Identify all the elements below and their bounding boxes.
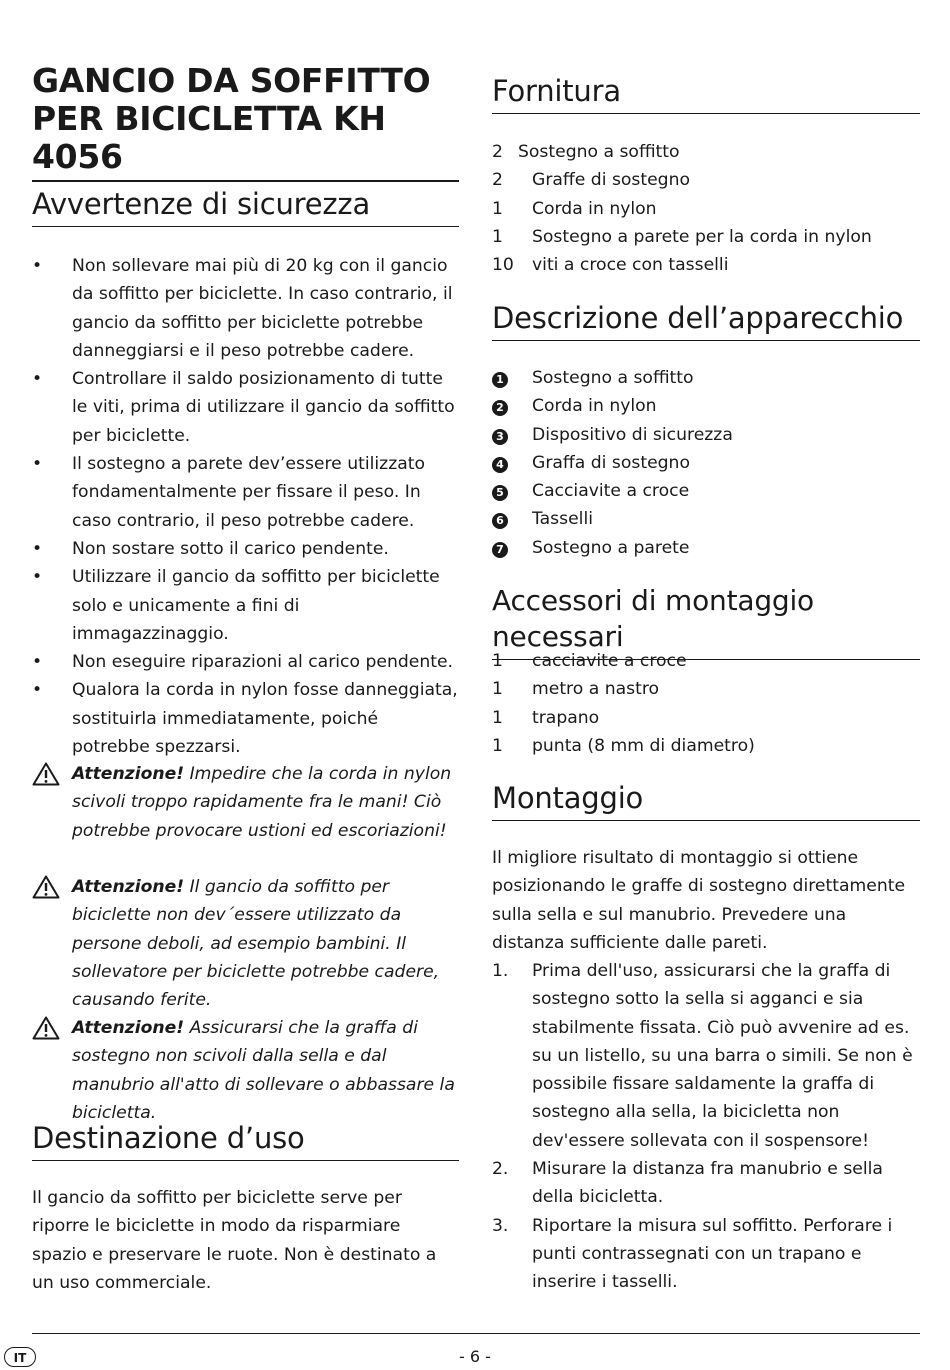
safety-list [32, 252, 459, 761]
warning-block [32, 873, 459, 1014]
safety-item-text: Non sollevare mai più di 20 kg con il gancio da soffitto per biciclette. In caso contrario, il gancio da soffitto per biciclette potrebbe danneggiarsi e il peso potrebbe cadere. [72, 256, 453, 361]
description-name: Sostegno a soffitto [532, 368, 694, 388]
number-badge-icon: 5 [492, 485, 508, 501]
description-name: Tasselli [532, 509, 593, 530]
description-item [492, 364, 920, 392]
description-heading: Descrizione dell’apparecchio [492, 300, 920, 341]
description-name: Corda in nylon [532, 396, 657, 417]
number-badge-icon: 4 [492, 457, 508, 473]
description-item [492, 421, 920, 449]
accessory-name: metro a nastro [532, 679, 660, 700]
supply-qty: 1 [492, 198, 503, 219]
safety-item: • Non sostare sotto il carico pendente. [32, 538, 389, 559]
description-name: Dispositivo di sicurezza [532, 424, 733, 445]
description-name: Graffa di sostegno [532, 452, 690, 473]
warning-label: Attenzione! [72, 1018, 185, 1038]
safety-item-text: Non eseguire riparazioni al carico pendente. [72, 652, 454, 673]
accessory-qty: 1 [492, 707, 503, 728]
warning-text: Il gancio da soffitto per biciclette non dev´essere utilizzato da persone deboli, ad esempio bambini. Il sollevatore per biciclette potrebbe cadere, causando ferite. [72, 877, 440, 1011]
supply-qty: 2 [492, 142, 503, 162]
warning-label: Attenzione! [72, 764, 185, 784]
accessory-name: punta (8 mm di diametro) [532, 735, 755, 756]
accessory-name: trapano [532, 707, 600, 728]
safety-heading: Avvertenze di sicurezza [32, 186, 459, 227]
supply-item [492, 166, 920, 194]
number-badge-icon: 3 [492, 429, 508, 445]
supply-item [492, 195, 920, 223]
accessory-name: cacciavite a croce [532, 651, 687, 671]
warning-icon [32, 762, 60, 786]
accessory-qty: 1 [492, 651, 503, 671]
supply-name: Sostegno a soffitto [518, 142, 680, 162]
accessory-qty: 1 [492, 735, 503, 756]
safety-item: • Controllare il saldo posizionamento di tutte le viti, prima di utilizzare il gancio da soffitto per biciclette. [32, 369, 455, 446]
intended-use-text: Il gancio da soffitto per biciclette serve per riporre le biciclette in modo da risparmiare spazio e preservare le ruote. Non è destinato a un uso commerciale. [32, 1188, 437, 1293]
accessories-list [492, 647, 920, 760]
description-list [492, 364, 920, 562]
number-badge-icon: 7 [492, 542, 508, 558]
warning-icon [32, 875, 60, 899]
intended-use-heading: Destinazione d’uso [32, 1120, 459, 1161]
supply-name: viti a croce con tasselli [532, 255, 729, 276]
supply-item [492, 138, 920, 166]
assembly-intro: Il migliore risultato di montaggio si ottiene posizionando le graffe di sostegno direttamente sulla sella e sul manubrio. Prevedere una distanza sufficiente dalle pareti. [492, 848, 906, 953]
number-badge-icon: 2 [492, 400, 508, 416]
safety-item-text: Qualora la corda in nylon fosse danneggiata, sostituirla immediatamente, poiché potrebbe spezzarsi. [72, 680, 458, 758]
safety-item-text: Non sostare sotto il carico pendente. [72, 538, 389, 559]
description-item [492, 505, 920, 533]
supply-name: Graffe di sostegno [532, 170, 691, 191]
warning-block [32, 1014, 459, 1127]
warning-label: Attenzione! [72, 877, 185, 897]
page-number: - 6 - [459, 1347, 491, 1366]
document-title: GANCIO DA SOFFITTO PER BICICLETTA KH 4056 [32, 62, 459, 182]
safety-item: • Non eseguire riparazioni al carico pendente. [32, 652, 454, 673]
safety-item: • Qualora la corda in nylon fosse danneggiata, sostituirla immediatamente, poiché potrebbe spezzarsi. [32, 680, 458, 758]
accessories-heading: Accessori di montaggio necessari [492, 583, 920, 660]
warning-text: Impedire che la corda in nylon scivoli troppo rapidamente fra le mani! Ciò potrebbe provocare ustioni ed escoriazioni! [72, 764, 452, 841]
number-badge-icon: 6 [492, 513, 508, 529]
supply-list [492, 138, 920, 279]
accessory-item [492, 647, 920, 675]
supply-name: Corda in nylon [532, 198, 657, 219]
step-text: Riportare la misura sul soffitto. Perforare i punti contrassegnati con un trapano e inserire i tasselli. [532, 1215, 893, 1293]
footer-divider [32, 1333, 920, 1334]
accessory-item [492, 675, 920, 703]
step-number: 2. [492, 1159, 509, 1180]
assembly-step [492, 957, 920, 1155]
accessory-qty: 1 [492, 679, 503, 700]
safety-item-text: Utilizzare il gancio da soffitto per biciclette solo e unicamente a fini di immagazzinaggio. [72, 567, 440, 644]
accessory-item [492, 704, 920, 732]
description-item [492, 534, 920, 562]
supply-name: Sostegno a parete per la corda in nylon [532, 226, 872, 247]
description-name: Cacciavite a croce [532, 481, 690, 502]
assembly-steps [492, 957, 920, 1297]
safety-item-text: Il sostegno a parete dev’essere utilizzato fondamentalmente per fissare il peso. In caso contrario, il peso potrebbe cadere. [72, 454, 425, 531]
number-badge-icon: 1 [492, 372, 508, 388]
supply-qty: 2 [492, 170, 503, 191]
safety-item: • Utilizzare il gancio da soffitto per biciclette solo e unicamente a fini di immagazzinaggio. [32, 567, 440, 644]
assembly-step [492, 1155, 920, 1212]
assembly-step [492, 1212, 920, 1297]
safety-item: • Non sollevare mai più di 20 kg con il gancio da soffitto per biciclette. In caso contrario, il gancio da soffitto per biciclette potrebbe danneggiarsi e il peso potrebbe cadere. [32, 256, 453, 361]
warning-block [32, 760, 459, 845]
warning-text: Assicurarsi che la graffa di sostegno non scivoli dalla sella e dal manubrio all'atto di sollevare o abbassare la bicicletta. [72, 1018, 455, 1123]
assembly-heading: Montaggio [492, 780, 920, 821]
accessory-item [492, 732, 920, 760]
supply-qty: 10 [492, 255, 514, 276]
description-item [492, 392, 920, 420]
supply-heading: Fornitura [492, 73, 920, 114]
safety-item: • Il sostegno a parete dev’essere utilizzato fondamentalmente per fissare il peso. In caso contrario, il peso potrebbe cadere. [32, 454, 425, 531]
language-badge: IT [4, 1347, 36, 1367]
warning-icon [32, 1016, 60, 1040]
step-number: 1. [492, 961, 509, 981]
step-number: 3. [492, 1215, 509, 1236]
supply-item [492, 223, 920, 251]
description-item [492, 449, 920, 477]
description-item [492, 477, 920, 505]
supply-item [492, 251, 920, 279]
step-text: Prima dell'uso, assicurarsi che la graffa di sostegno sotto la sella si agganci e sia stabilmente fissata. Ciò può avvenire ad es. su un listello, su una barra o simili. Se non è possibile fissare saldamente la graffa di sostegno alla sella, la bicicletta non dev'essere sollevata con il sospensore! [532, 961, 913, 1151]
step-text: Misurare la distanza fra manubrio e sella della bicicletta. [532, 1159, 883, 1208]
supply-qty: 1 [492, 226, 503, 247]
description-name: Sostegno a parete [532, 537, 690, 558]
safety-item-text: Controllare il saldo posizionamento di tutte le viti, prima di utilizzare il gancio da soffitto per biciclette. [72, 369, 455, 446]
